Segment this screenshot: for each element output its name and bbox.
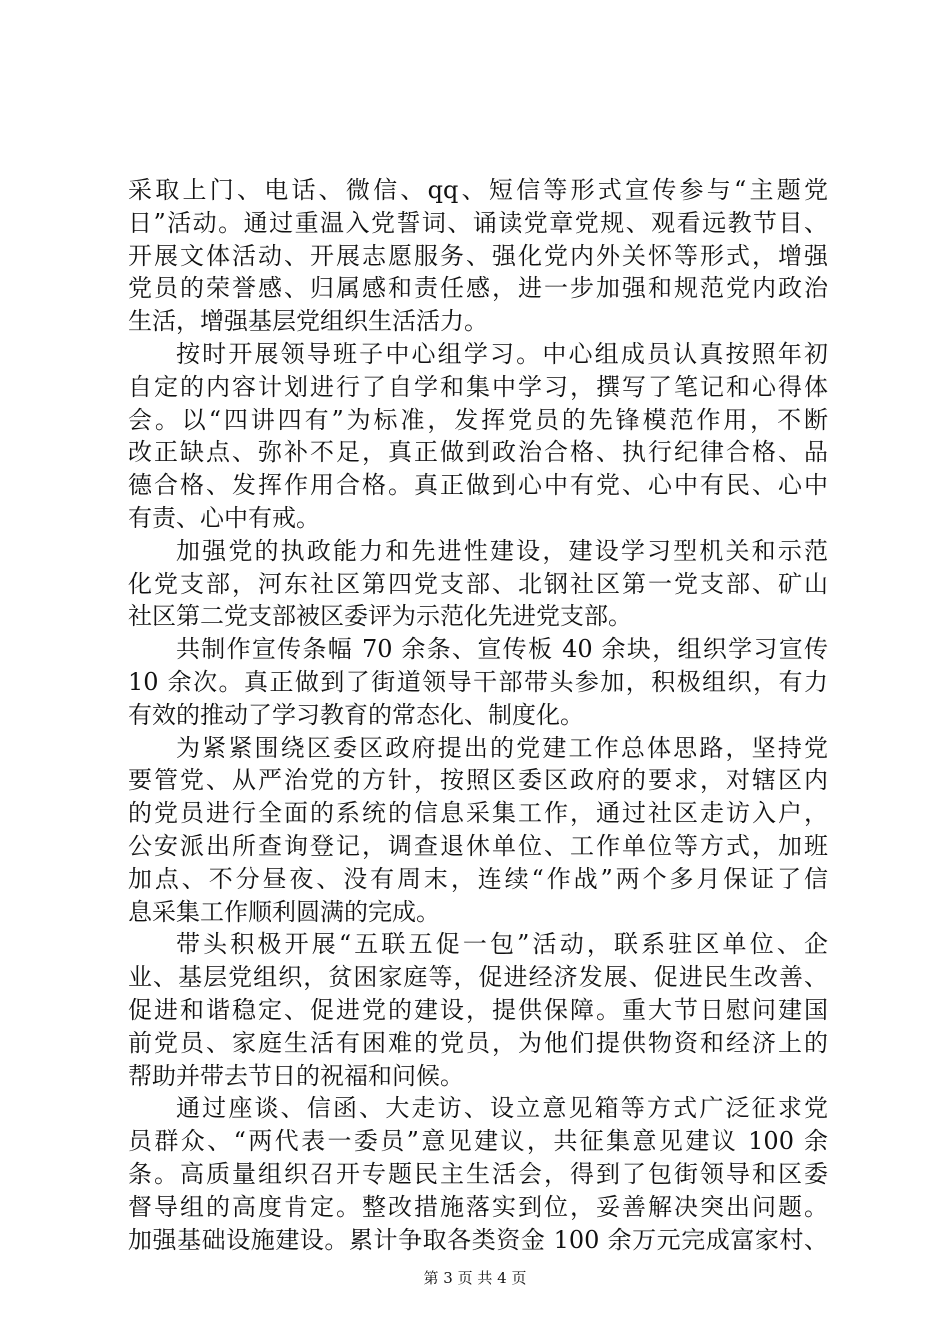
text-line: 德合格、发挥作用合格。真正做到心中有党、心中有民、心中 bbox=[128, 471, 828, 500]
text-line: 开展文体活动、开展志愿服务、强化党内外关怀等形式，增强 bbox=[128, 241, 828, 270]
text-line: 日”活动。通过重温入党誓词、诵读党章党规、观看远教节目、 bbox=[128, 208, 828, 237]
text-line: 自定的内容计划进行了自学和集中学习，撰写了笔记和心得体 bbox=[128, 372, 828, 401]
text-line: 10 余次。真正做到了街道领导干部带头参加，积极组织，有力 bbox=[128, 667, 828, 696]
text-line: 加强党的执政能力和先进性建设，建设学习型机关和示范 bbox=[176, 536, 828, 565]
text-line: 帮助并带去节日的祝福和问候。 bbox=[128, 1061, 464, 1090]
paragraph bbox=[128, 732, 828, 929]
text-line: 社区第二党支部被区委评为示范化先进党支部。 bbox=[128, 602, 632, 631]
text-line: 加强基础设施建设。累计争取各类资金 100 余万元完成富家村、 bbox=[128, 1225, 828, 1254]
text-line: 化党支部，河东社区第四党支部、北钢社区第一党支部、矿山 bbox=[128, 569, 828, 598]
paragraph bbox=[128, 174, 828, 338]
text-line: 促进和谐稳定、促进党的建设，提供保障。重大节日慰问建国 bbox=[128, 995, 828, 1024]
text-line: 员群众、“两代表一委员”意见建议，共征集意见建议 100 余 bbox=[128, 1127, 828, 1156]
text-line: 通过座谈、信函、大走访、设立意见箱等方式广泛征求党 bbox=[176, 1094, 828, 1123]
text-line: 的党员进行全面的系统的信息采集工作，通过社区走访入户， bbox=[128, 799, 828, 828]
text-line: 业、基层党组织，贫困家庭等，促进经济发展、促进民生改善、 bbox=[128, 963, 828, 992]
document-body bbox=[128, 174, 828, 1256]
text-line: 要管党、从严治党的方针，按照区委区政府的要求，对辖区内 bbox=[128, 766, 828, 795]
text-line: 共制作宣传条幅 70 余条、宣传板 40 余块，组织学习宣传 bbox=[176, 635, 828, 664]
text-line: 公安派出所查询登记，调查退休单位、工作单位等方式，加班 bbox=[128, 831, 828, 860]
text-line: 生活，增强基层党组织生活活力。 bbox=[128, 307, 488, 336]
text-line: 加点、不分昼夜、没有周末，连续“作战”两个多月保证了信 bbox=[128, 864, 828, 893]
text-line: 为紧紧围绕区委区政府提出的党建工作总体思路，坚持党 bbox=[176, 733, 828, 762]
paragraph bbox=[128, 928, 828, 1092]
text-line: 改正缺点、弥补不足，真正做到政治合格、执行纪律合格、品 bbox=[128, 438, 828, 467]
paragraph bbox=[128, 1092, 828, 1256]
page-footer: 第 3 页 共 4 页 bbox=[423, 1269, 527, 1287]
text-line: 条。高质量组织召开专题民主生活会，得到了包街领导和区委 bbox=[128, 1159, 828, 1188]
text-line: 带头积极开展“五联五促一包”活动，联系驻区单位、企 bbox=[176, 930, 828, 959]
text-line: 按时开展领导班子中心组学习。中心组成员认真按照年初 bbox=[176, 339, 828, 368]
paragraph bbox=[128, 633, 828, 731]
paragraph bbox=[128, 338, 828, 535]
text-line: 党员的荣誉感、归属感和责任感，进一步加强和规范党内政治 bbox=[128, 274, 828, 303]
paragraph bbox=[128, 535, 828, 633]
text-line: 有责、心中有戒。 bbox=[128, 503, 320, 532]
text-line: 息采集工作顺利圆满的完成。 bbox=[128, 897, 440, 926]
text-line: 前党员、家庭生活有困难的党员，为他们提供物资和经济上的 bbox=[128, 1028, 828, 1057]
text-line: 采取上门、电话、微信、qq、短信等形式宣传参与“主题党 bbox=[128, 176, 828, 204]
text-line: 会。以“四讲四有”为标准，发挥党员的先锋模范作用，不断 bbox=[128, 405, 828, 434]
text-line: 有效的推动了学习教育的常态化、制度化。 bbox=[128, 700, 584, 729]
text-line: 督导组的高度肯定。整改措施落实到位，妥善解决突出问题。 bbox=[128, 1192, 828, 1221]
